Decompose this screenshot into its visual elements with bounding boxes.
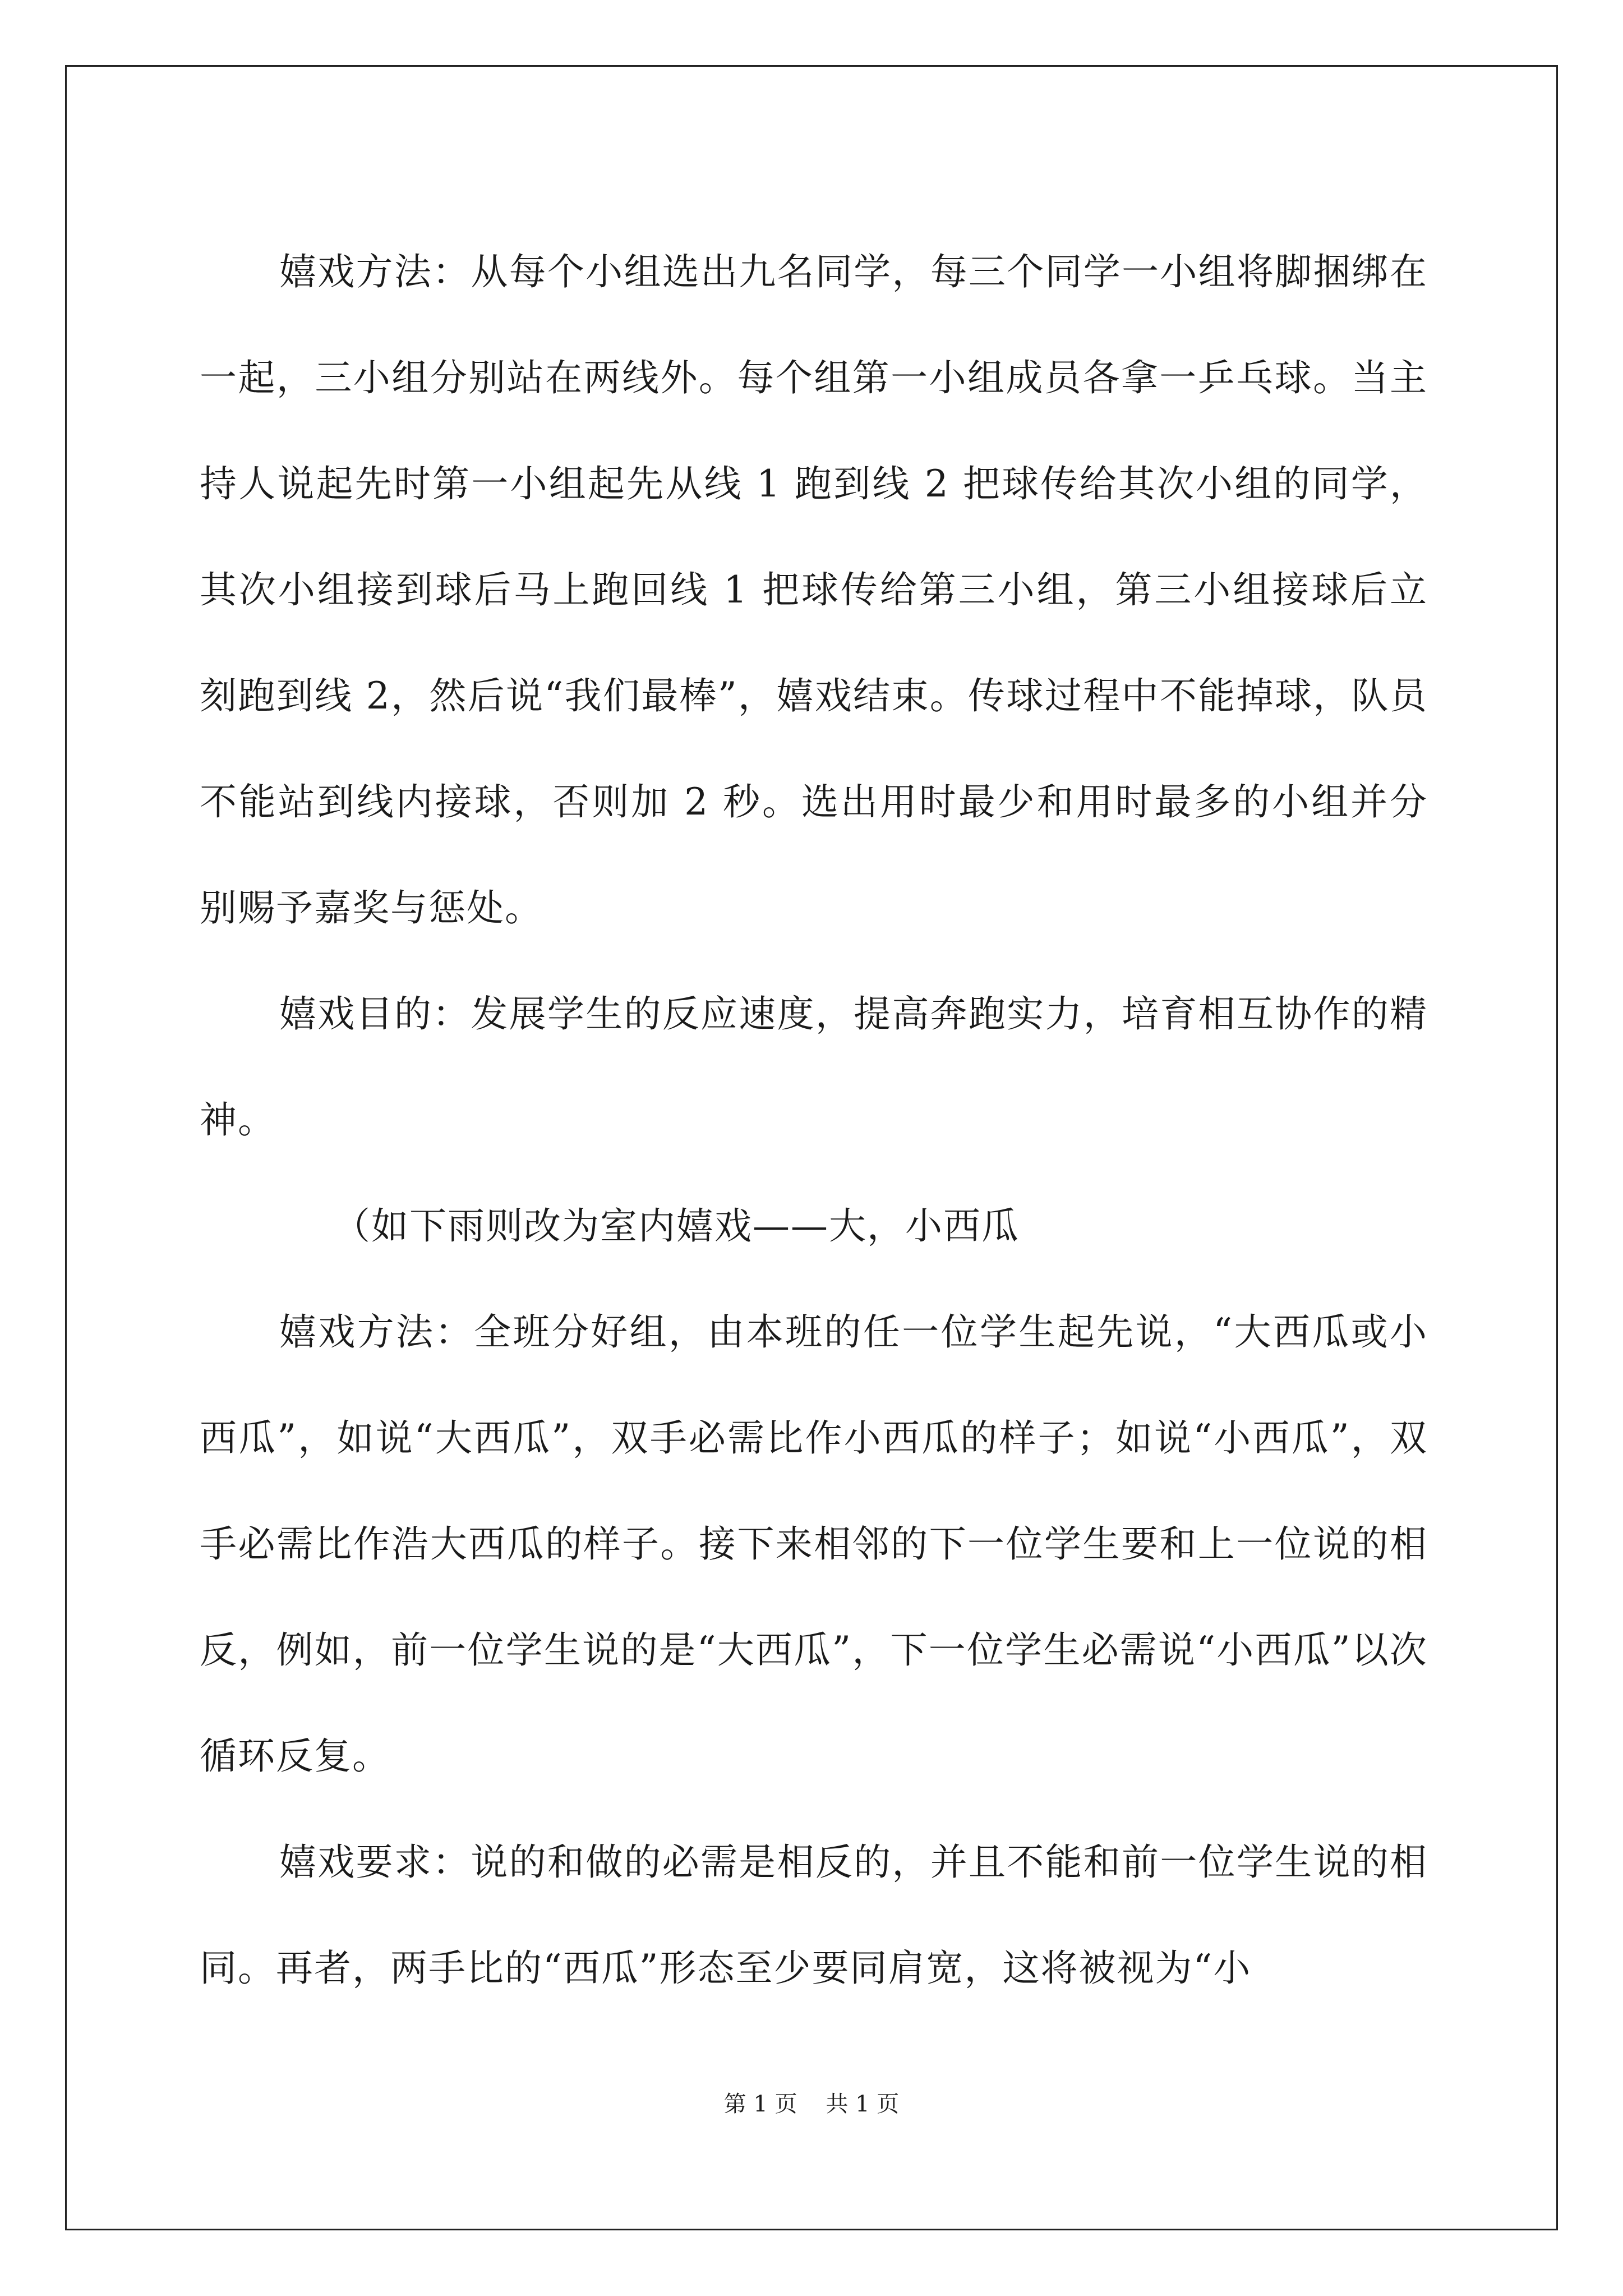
page-number-footer: 第 1 页 共 1 页: [723, 2091, 900, 2117]
paragraph-game-purpose: 嬉戏目的：发展学生的反应速度，提高奔跑实力，培育相互协作的精神。: [200, 992, 1428, 1142]
paragraph-watermelon-method: 嬉戏方法：全班分好组，由本班的任一位学生起先说，“大西瓜或小西瓜”，如说“大西瓜”，双手必需比作小西瓜的样子；如说“小西瓜”，双手必需比作浩大西瓜的样子。接下来相邻的下一位学生要和上一位说的相反，例如，前一位学生说的是“大西瓜”，下一位学生必需说“小西瓜”以次循环反复。: [200, 1310, 1428, 1778]
paragraph-watermelon-requirements: 嬉戏要求：说的和做的必需是相反的，并且不能和前一位学生说的相同。再者，两手比的“西瓜”形态至少要同肩宽，这将被视为“小: [200, 1841, 1428, 1990]
paragraph-game-method: 嬉戏方法：从每个小组选出九名同学，每三个同学一小组将脚捆绑在一起，三小组分别站在两线外。每个组第一小组成员各拿一乒乓球。当主持人说起先时第一小组起先从线 1 跑到线 2 把球传给其次小组的同学，其次小组接到球后马上跑回线 1 把球传给第三小组，第三小组接球后立刻跑到线 2，然后说“我们最棒”，嬉戏结束。传球过程中不能掉球，队员不能站到线内接球，否则加 2 秒。选出用时最少和用时最多的小组并分别赐予嘉奖与惩处。: [200, 250, 1428, 930]
document-body: [200, 219, 1428, 2021]
paragraph-rain-alternative: （如下雨则改为室内嬉戏——大，小西瓜: [333, 1204, 1020, 1248]
